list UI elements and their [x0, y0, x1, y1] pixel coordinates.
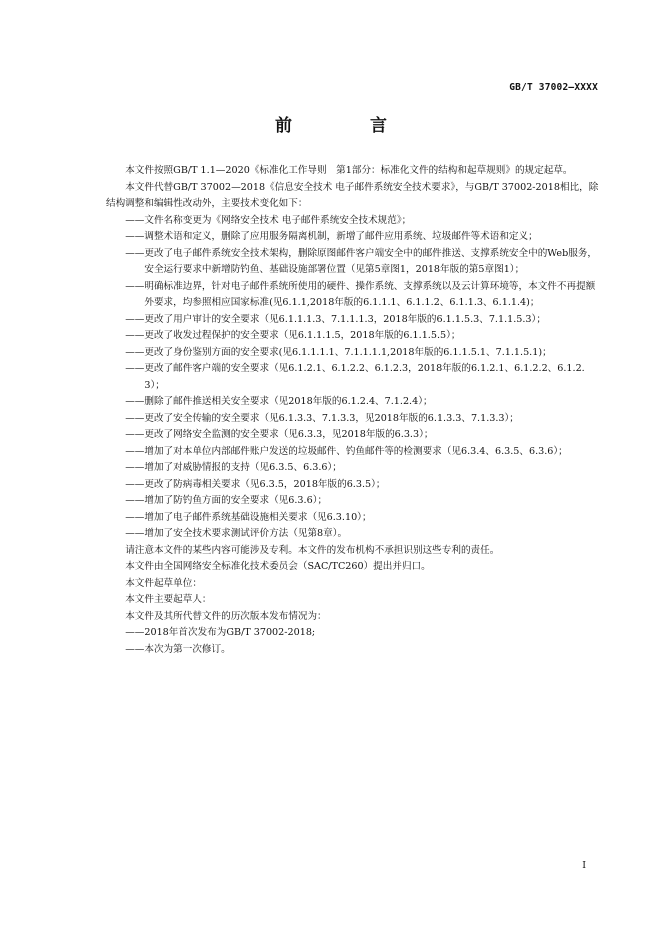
list-item — [106, 642, 600, 659]
list-dash: —— — [125, 346, 145, 358]
list-item — [106, 460, 600, 477]
paragraph-drafters: 本文件主要起草人： — [125, 594, 212, 605]
list-dash: —— — [125, 247, 145, 259]
list-item-text: 文件名称变更为《网络安全技术 电子邮件系统安全技术规范》； — [144, 214, 412, 226]
list-item-text: 更改了身份鉴别方面的安全要求(见6.1.1.1.1、7.1.1.1.1,2018年版的6.1.1.5.1、7.1.1.5.1)； — [144, 346, 552, 358]
list-item — [106, 477, 600, 494]
list-item-text: 更改了安全传输的安全要求（见6.1.3.3、7.1.3.3，见2018年版的6.1.3.3、7.1.3.3）； — [144, 412, 519, 424]
list-item-text: 增加了对本单位内部邮件账户发送的垃圾邮件、钓鱼邮件等的检测要求（见6.3.4、6.3.5、6.3.6）； — [144, 445, 568, 457]
list-item-text: 删除了邮件推送相关安全要求（见2018年版的6.1.2.4、7.1.2.4）； — [144, 396, 433, 407]
change-list — [106, 213, 600, 543]
list-item — [106, 328, 600, 345]
list-item — [106, 510, 600, 527]
list-item — [106, 345, 600, 362]
paragraph-drafting-units: 本文件起草单位： — [125, 577, 202, 589]
document-body — [106, 163, 600, 658]
list-dash: —— — [125, 429, 145, 440]
list-item-text: 更改了邮件客户端的安全要求（见6.1.2.1、6.1.2.2、6.1.2.3，2018年版的6.1.2.1、6.1.2.2、6.1.2.3）； — [144, 363, 585, 391]
list-item-text: 增加了对威胁情报的支持（见6.3.5、6.3.6）； — [144, 462, 342, 473]
list-dash: —— — [125, 313, 145, 325]
list-dash: —— — [125, 495, 145, 506]
list-item — [106, 526, 600, 543]
list-dash: —— — [125, 528, 145, 539]
paragraph-proposer: 本文件由全国网络安全标准化技术委员会（SAC/TC260）提出并归口。 — [125, 561, 431, 572]
list-dash: —— — [125, 478, 145, 490]
list-item-text: 调整术语和定义，删除了应用服务隔离机制，新增了邮件应用系统、垃圾邮件等术语和定义； — [144, 231, 538, 242]
list-item-text: 2018年首次发布为GB/T 37002-2018; — [144, 627, 316, 638]
list-dash: —— — [125, 627, 145, 638]
list-item — [106, 493, 600, 510]
list-dash: —— — [125, 330, 145, 341]
history-list — [106, 625, 600, 658]
list-dash: —— — [125, 214, 145, 226]
list-item — [106, 625, 600, 642]
list-item-text: 本次为第一次修订。 — [144, 643, 231, 655]
list-item-text: 更改了网络安全监测的安全要求（见6.3.3，见2018年版的6.3.3）； — [144, 429, 434, 440]
list-item — [106, 427, 600, 444]
list-dash: —— — [125, 280, 145, 292]
paragraph-drafting-rules: 本文件按照GB/T 1.1—2020《标准化工作导则 第1部分：标准化文件的结构和起草规则》的规定起草。 — [125, 165, 573, 176]
paragraph-replacement: 本文件代替GB/T 37002—2018《信息安全技术 电子邮件系统安全技术要求》，与GB/T 37002-2018相比，除结构调整和编辑性改动外，主要技术变化如下： — [106, 181, 599, 209]
list-dash: —— — [125, 412, 145, 424]
list-dash: —— — [125, 445, 145, 457]
list-item-text: 增加了安全技术要求测试评价方法（见第8章）。 — [144, 528, 348, 539]
list-item-text: 更改了收发过程保护的安全要求（见6.1.1.1.5，2018年版的6.1.1.5.5）； — [144, 330, 461, 341]
list-dash: —— — [125, 511, 145, 523]
list-dash: —— — [125, 396, 145, 407]
list-item — [106, 444, 600, 461]
list-item — [106, 361, 600, 394]
list-item-text: 增加了电子邮件系统基础设施相关要求（见6.3.10）； — [144, 511, 372, 523]
list-item — [106, 411, 600, 428]
list-item-text: 更改了电子邮件系统安全技术架构，删除原图邮件客户端安全中的邮件推送、支撑系统安全中的Web服务，安全运行要求中新增防钓鱼、基础设施部署位置（见第5章图1，2018年版的第5章图1）； — [144, 247, 597, 275]
page-title: 前 言 — [275, 116, 423, 136]
list-dash: —— — [125, 462, 145, 473]
standard-code: GB/T 37002—XXXX — [509, 82, 598, 93]
list-item — [106, 246, 600, 279]
list-item-text: 明确标准边界，针对电子邮件系统所使用的硬件、操作系统、支撑系统以及云计算环境等，本文件不再提额外要求，均参照相应国家标准(见6.1.1,2018年版的6.1.1.1、6.1.1.2、6.1.1.3、6.1.1.4)； — [144, 280, 596, 308]
paragraph-history: 本文件及其所代替文件的历次版本发布情况为： — [125, 610, 327, 622]
list-item — [106, 213, 600, 230]
list-item — [106, 279, 600, 312]
list-item — [106, 312, 600, 329]
paragraph-patent-notice: 请注意本文件的某些内容可能涉及专利。本文件的发布机构不承担识别这些专利的责任。 — [125, 544, 500, 556]
list-item — [106, 229, 600, 246]
page-number: I — [582, 860, 586, 871]
list-dash: —— — [125, 643, 145, 655]
list-item-text: 增加了防钓鱼方面的安全要求（见6.3.6）； — [144, 495, 328, 506]
list-dash: —— — [125, 231, 145, 242]
list-item — [106, 394, 600, 411]
list-dash: —— — [125, 363, 145, 374]
list-item-text: 更改了防病毒相关要求（见6.3.5，2018年版的6.3.5）； — [144, 478, 386, 490]
list-item-text: 更改了用户审计的安全要求（见6.1.1.1.3、7.1.1.1.3，2018年版的6.1.1.5.3、7.1.1.5.3）； — [144, 313, 546, 325]
